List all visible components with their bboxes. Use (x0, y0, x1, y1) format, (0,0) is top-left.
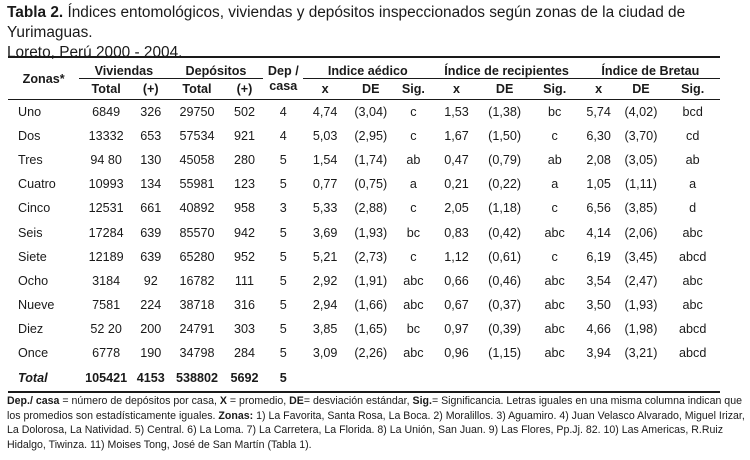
cell-bre-de: (3,05) (624, 152, 658, 167)
cell-rec-sig: c (551, 201, 558, 216)
cell-dep-casa: 3 (279, 201, 287, 216)
table-row (8, 245, 720, 269)
cell-bre-x: 3,50 (586, 298, 611, 313)
cell-bre-de: (2,47) (624, 273, 658, 288)
cell-dep-casa: 5 (279, 298, 287, 313)
cell-aed-de: (1,66) (354, 298, 388, 313)
cell-total-empty (432, 366, 480, 392)
cell-rec-de: (0,39) (488, 322, 522, 337)
cell-rec-de: (0,46) (488, 273, 522, 288)
cell-rec-x: 2,05 (444, 201, 469, 216)
cell-aed-de: (2,88) (354, 201, 388, 216)
cell-dep-total: 34798 (179, 346, 215, 361)
cell-bre-de: (3,45) (624, 249, 658, 264)
cell-bre-x: 2,08 (586, 152, 611, 167)
cell-dep-pos: 958 (233, 201, 255, 216)
cell-rec-x: 0,67 (444, 298, 469, 313)
cell-rec-de: (1,50) (488, 128, 522, 143)
cell-aed-x: 2,92 (312, 273, 338, 288)
cell-aed-sig: c (410, 104, 417, 119)
cell-dep-total: 16782 (179, 273, 215, 288)
header-zonas: Zonas* (22, 71, 65, 86)
cell-aed-sig: c (410, 201, 417, 216)
cell-viv-total: 12189 (88, 249, 124, 264)
cell-bre-de: (3,21) (624, 346, 658, 361)
cell-rec-de: (1,38) (488, 104, 522, 119)
cell-aed-x: 5,21 (312, 249, 338, 264)
cell-zona: Diez (18, 322, 44, 337)
table-row (8, 100, 720, 124)
cell-viv-total: 3184 (92, 273, 121, 288)
cell-aed-x: 3,85 (312, 322, 338, 337)
cell-dep-total: 45058 (179, 152, 215, 167)
header-indice-bretau: Índice de Bretau (581, 57, 720, 79)
cell-total-empty (617, 366, 666, 392)
note-dep-text: = número de depósitos por casa, (59, 395, 220, 407)
cell-dep-casa: 5 (279, 273, 287, 288)
cell-rec-x: 0,21 (444, 177, 469, 192)
cell-dep-casa: 5 (279, 177, 287, 192)
note-de-text: = desviación estándar, (303, 395, 413, 407)
cell-rec-sig: abc (544, 346, 565, 361)
note-de-label: DE (289, 395, 304, 407)
cell-viv-total: 12531 (88, 201, 124, 216)
cell-aed-de: (1,74) (354, 152, 388, 167)
cell-bre-sig: a (689, 177, 697, 192)
cell-bre-de: (1,11) (624, 177, 657, 192)
cell-dep-casa: 5 (279, 322, 287, 337)
note-zonas-label: Zonas: (218, 409, 254, 422)
table-row (8, 196, 720, 220)
cell-rec-sig: a (551, 177, 559, 192)
caption-location: Loreto, Perú 2000 - 2004. (7, 44, 183, 61)
table-row (8, 220, 720, 244)
cell-zona: Ocho (18, 273, 49, 288)
cell-aed-de: (2,73) (354, 249, 388, 264)
cell-viv-pos: 224 (140, 298, 162, 313)
cell-aed-sig: ab (406, 152, 421, 167)
cell-dep-casa: 5 (279, 249, 287, 264)
cell-bre-x: 3,94 (586, 346, 611, 361)
header-dep-casa (263, 57, 303, 100)
cell-aed-sig: abc (403, 298, 424, 313)
cell-rec-sig: abc (544, 298, 565, 313)
cell-dep-casa: 5 (279, 346, 287, 361)
cell-rec-sig: abc (544, 225, 565, 240)
cell-viv-total: 94 80 (90, 152, 122, 167)
subheader-bre-sig: Sig. (681, 82, 705, 96)
caption-label: Tabla 2. (7, 4, 64, 21)
cell-rec-de: (1,15) (488, 346, 522, 361)
header-depositos: Depósitos (168, 57, 263, 79)
cell-viv-pos: 653 (140, 128, 162, 143)
cell-dep-casa: 5 (279, 152, 287, 167)
cell-viv-pos: 200 (140, 322, 162, 337)
cell-total-empty (665, 366, 720, 392)
cell-rec-de: (1,18) (488, 201, 522, 216)
cell-viv-total: 6849 (92, 104, 121, 119)
cell-total-dep-total: 538802 (175, 371, 218, 386)
cell-total-viv-total: 105421 (85, 371, 128, 386)
subheader-dep-total: Total (182, 82, 212, 96)
subheader-bre-de: DE (632, 82, 650, 96)
cell-dep-total: 55981 (179, 177, 215, 192)
cell-dep-pos: 316 (233, 298, 255, 313)
cell-bre-de: (4,02) (624, 104, 658, 119)
cell-bre-x: 3,54 (586, 273, 611, 288)
subheader-rec-x: x (452, 82, 460, 96)
caption-title: Índices entomológicos, viviendas y depósitos inspeccionados según zonas de la ciudad de Yurimaguas. (7, 4, 686, 41)
cell-viv-pos: 190 (140, 346, 162, 361)
header-viviendas: Viviendas (79, 57, 168, 79)
cell-viv-total: 52 20 (90, 322, 122, 337)
cell-bre-sig: ab (685, 152, 700, 167)
cell-aed-de: (2,95) (354, 128, 388, 143)
cell-bre-de: (1,98) (624, 322, 658, 337)
cell-viv-pos: 639 (140, 249, 162, 264)
cell-bre-x: 6,56 (586, 201, 611, 216)
cell-rec-sig: abc (544, 322, 565, 337)
cell-bre-sig: bcd (682, 104, 703, 119)
cell-bre-sig: abcd (679, 249, 707, 264)
cell-dep-casa: 4 (279, 128, 287, 143)
cell-rec-x: 1,12 (444, 249, 469, 264)
cell-aed-sig: a (409, 177, 417, 192)
cell-bre-x: 4,14 (586, 225, 611, 240)
cell-dep-total: 38718 (179, 298, 215, 313)
note-x-text: = promedio, (226, 395, 290, 407)
cell-bre-sig: abcd (679, 346, 707, 361)
cell-total-label: Total (18, 371, 48, 386)
cell-zona: Seis (18, 225, 43, 240)
cell-total-empty (529, 366, 581, 392)
cell-rec-de: (0,42) (488, 225, 522, 240)
cell-zona: Once (18, 346, 49, 361)
note-x-label: X (219, 395, 227, 407)
cell-dep-total: 24791 (179, 322, 215, 337)
cell-aed-sig: bc (406, 225, 421, 240)
cell-aed-de: (1,93) (354, 225, 388, 240)
cell-aed-de: (1,91) (354, 273, 388, 288)
cell-aed-sig: c (410, 128, 417, 143)
cell-dep-total: 29750 (179, 104, 215, 119)
cell-rec-sig: c (551, 128, 558, 143)
table-body (8, 100, 720, 392)
cell-dep-pos: 123 (233, 177, 255, 192)
cell-aed-x: 2,94 (312, 298, 338, 313)
cell-viv-pos: 130 (140, 152, 162, 167)
cell-viv-total: 7581 (92, 298, 121, 313)
header-indice-aedico: Indice aédico (303, 57, 432, 79)
cell-rec-x: 1,53 (444, 104, 469, 119)
cell-aed-de: (1,65) (354, 322, 388, 337)
cell-rec-de: (0,37) (488, 298, 522, 313)
cell-dep-total: 85570 (179, 225, 215, 240)
note-sig-label: Sig. (412, 395, 432, 407)
cell-dep-pos: 111 (234, 273, 255, 288)
cell-rec-x: 0,96 (444, 346, 469, 361)
table-caption (7, 3, 747, 63)
cell-viv-pos: 92 (143, 273, 158, 288)
entomological-table (8, 56, 720, 393)
cell-total-empty (581, 366, 617, 392)
cell-viv-total: 6778 (92, 346, 121, 361)
cell-viv-total: 13332 (88, 128, 124, 143)
cell-rec-de: (0,79) (488, 152, 522, 167)
cell-total-empty (481, 366, 529, 392)
header-indice-recipientes: Índice de recipientes (432, 57, 580, 79)
cell-dep-casa: 5 (279, 225, 287, 240)
cell-dep-casa: 4 (279, 104, 287, 119)
cell-rec-x: 1,67 (444, 128, 469, 143)
cell-dep-pos: 284 (233, 346, 255, 361)
subheader-aed-x: x (321, 82, 329, 96)
subheader-viv-total: Total (91, 82, 121, 96)
cell-viv-total: 10993 (88, 177, 124, 192)
cell-zona: Nueve (18, 298, 55, 313)
cell-total-dep-casa: 5 (279, 371, 287, 386)
cell-aed-x: 3,69 (312, 225, 338, 240)
cell-zona: Dos (18, 128, 41, 143)
cell-rec-sig: bc (548, 104, 562, 119)
note-sig-text: = Significancia. Letras iguales en una misma columna indican que los promedios son estadísticamente iguales. (7, 395, 742, 422)
cell-aed-x: 5,03 (312, 128, 338, 143)
subheader-viv-pos: (+) (142, 82, 159, 96)
cell-zona: Uno (18, 104, 42, 119)
cell-rec-sig: abc (544, 273, 565, 288)
cell-dep-pos: 942 (233, 225, 255, 240)
cell-dep-total: 65280 (179, 249, 215, 264)
cell-aed-sig: bc (406, 322, 421, 337)
cell-zona: Tres (18, 152, 43, 167)
cell-bre-x: 6,19 (586, 249, 611, 264)
cell-total-dep-pos: 5692 (230, 371, 259, 386)
cell-bre-de: (3,70) (624, 128, 658, 143)
total-row (8, 366, 720, 392)
cell-dep-pos: 502 (233, 104, 255, 119)
cell-bre-de: (3,85) (624, 201, 658, 216)
cell-rec-x: 0,66 (444, 273, 469, 288)
cell-zona: Cinco (18, 201, 51, 216)
cell-aed-de: (3,04) (354, 104, 388, 119)
cell-viv-pos: 661 (140, 201, 162, 216)
subheader-aed-sig: Sig. (401, 82, 425, 96)
cell-rec-sig: ab (547, 152, 562, 167)
table-row (8, 293, 720, 317)
cell-bre-x: 1,05 (586, 177, 611, 192)
table-footnotes (7, 394, 747, 452)
table-row (8, 124, 720, 148)
cell-dep-pos: 952 (233, 249, 255, 264)
cell-rec-x: 0,97 (444, 322, 469, 337)
cell-bre-sig: abc (682, 273, 703, 288)
cell-viv-total: 17284 (88, 225, 124, 240)
cell-total-empty (394, 366, 432, 392)
subheader-bre-x: x (595, 82, 603, 96)
cell-rec-x: 0,83 (444, 225, 469, 240)
cell-bre-sig: abcd (679, 322, 707, 337)
cell-bre-x: 4,66 (586, 322, 611, 337)
cell-bre-x: 5,74 (586, 104, 611, 119)
cell-rec-de: (0,22) (488, 177, 522, 192)
cell-rec-sig: c (551, 249, 558, 264)
table-row (8, 172, 720, 196)
cell-zona: Cuatro (18, 177, 56, 192)
cell-aed-sig: abc (403, 346, 424, 361)
cell-total-empty (347, 366, 394, 392)
cell-bre-x: 6,30 (586, 128, 611, 143)
cell-bre-de: (1,93) (624, 298, 658, 313)
cell-aed-de: (0,75) (354, 177, 388, 192)
cell-viv-pos: 134 (140, 177, 162, 192)
table-row (8, 341, 720, 365)
cell-aed-sig: c (410, 249, 417, 264)
subheader-aed-de: DE (362, 82, 380, 96)
cell-dep-total: 57534 (179, 128, 215, 143)
cell-zona: Siete (18, 249, 47, 264)
cell-total-viv-pos: 4153 (136, 371, 165, 386)
header-dep-casa-line1: Dep / (267, 63, 299, 78)
cell-total-empty (303, 366, 347, 392)
cell-bre-sig: d (689, 201, 697, 216)
cell-dep-total: 40892 (179, 201, 215, 216)
table-row (8, 148, 720, 172)
table-row (8, 317, 720, 341)
cell-bre-sig: abc (682, 225, 703, 240)
cell-rec-x: 0,47 (444, 152, 469, 167)
cell-bre-sig: abc (682, 298, 703, 313)
cell-aed-x: 3,09 (312, 346, 338, 361)
cell-rec-de: (0,61) (488, 249, 522, 264)
cell-dep-pos: 303 (233, 322, 255, 337)
subheader-dep-pos: (+) (236, 82, 253, 96)
subheader-rec-de: DE (495, 82, 514, 96)
cell-aed-x: 4,74 (312, 104, 338, 119)
cell-aed-x: 0,77 (312, 177, 338, 192)
note-zonas-text: 1) La Favorita, Santa Rosa, La Boca. 2) Moralillos. 3) Aguamiro. 4) Juan Velasco Alvarado, Miguel Irizar, La Dolorosa, La Natividad. 5) Central. 6) La Loma. 7) La Carretera, La Florida. 8) La Unión, San Juan. 9) Las Flores, Pp.Jj. 82. 10) Las Americas, R.Ruiz Hidalgo, Tiwinza. 11) Moises Tong, José de San Martín (Tabla 1). (7, 409, 745, 451)
cell-viv-pos: 326 (140, 104, 162, 119)
cell-aed-x: 1,54 (312, 152, 338, 167)
cell-dep-pos: 921 (233, 128, 255, 143)
header-dep-casa-line2: casa (269, 78, 298, 93)
cell-aed-x: 5,33 (312, 201, 338, 216)
cell-dep-pos: 280 (233, 152, 255, 167)
cell-viv-pos: 639 (140, 225, 162, 240)
cell-bre-de: (2,06) (624, 225, 658, 240)
subheader-rec-sig: Sig. (543, 82, 567, 96)
note-dep-label: Dep./ casa (7, 395, 60, 407)
cell-aed-sig: abc (403, 273, 424, 288)
cell-aed-de: (2,26) (354, 346, 388, 361)
cell-bre-sig: cd (686, 128, 700, 143)
table-row (8, 269, 720, 293)
